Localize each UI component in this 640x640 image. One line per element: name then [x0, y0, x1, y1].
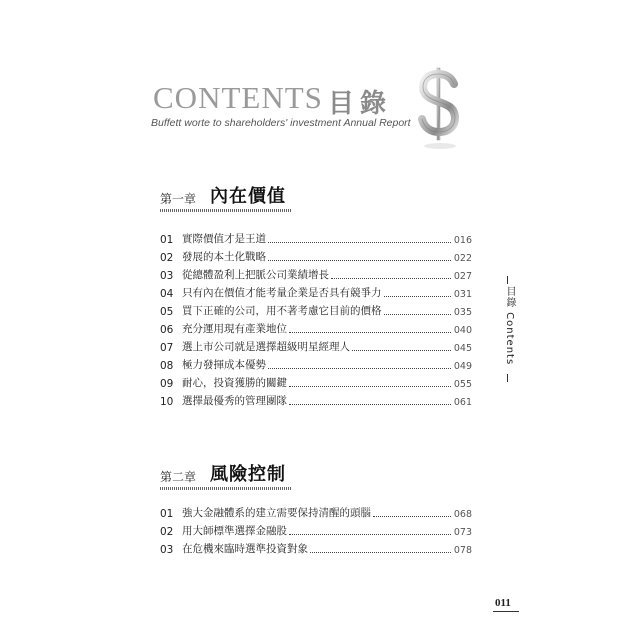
- toc-item-title: 充分運用現有產業地位: [182, 323, 287, 335]
- toc-item-number: 02: [160, 252, 174, 264]
- toc-item-number: 01: [160, 508, 174, 520]
- chapter-divider: [160, 487, 292, 490]
- toc-item-number: 04: [160, 288, 174, 300]
- toc-item[interactable]: [160, 504, 472, 520]
- leader-dots: [352, 349, 451, 351]
- toc-item-page: 068: [453, 509, 472, 520]
- toc-item-number: 06: [160, 324, 174, 336]
- toc-item-page: 061: [453, 397, 472, 408]
- toc-item-title: 只有內在價值才能考量企業是否具有競爭力: [182, 287, 382, 299]
- side-tab-bar-bottom: [507, 374, 508, 382]
- leader-dots: [268, 367, 451, 369]
- toc-item-number: 02: [160, 526, 174, 538]
- side-tab-label: 目錄 Contents: [504, 286, 515, 366]
- leader-dots: [268, 241, 451, 243]
- page-number: 011: [495, 597, 511, 609]
- toc-item[interactable]: [160, 302, 472, 318]
- toc-item[interactable]: [160, 522, 472, 538]
- toc-item-page: 022: [453, 253, 472, 264]
- toc-item-number: 09: [160, 378, 174, 390]
- toc-item-page: 055: [453, 379, 472, 390]
- toc-item-page: 045: [453, 343, 472, 354]
- leader-dots: [289, 403, 451, 405]
- leader-dots: [373, 515, 451, 517]
- toc-item-title: 耐心，投資獲勝的關鍵: [182, 377, 287, 389]
- toc-item-page: 035: [453, 307, 472, 318]
- toc-item-title: 選上市公司就是選擇超級明星經理人: [182, 341, 350, 353]
- toc-item-page: 031: [453, 289, 472, 300]
- page-number-rule: [493, 611, 519, 612]
- leader-dots: [289, 533, 451, 535]
- side-tab-bar-top: [507, 276, 508, 284]
- leader-dots: [331, 277, 451, 279]
- leader-dots: [384, 313, 451, 315]
- leader-dots: [289, 331, 451, 333]
- toc-item-number: 03: [160, 544, 174, 556]
- toc-item-title: 在危機來臨時選準投資對象: [182, 543, 308, 555]
- dollar-sign-icon: [418, 66, 462, 152]
- toc-item[interactable]: [160, 374, 472, 390]
- toc-item-title: 買下正確的公司，用不著考慮它目前的價格: [182, 305, 382, 317]
- chapter-divider: [160, 209, 292, 212]
- toc-item[interactable]: [160, 266, 472, 282]
- toc-item-page: 073: [453, 527, 472, 538]
- leader-dots: [289, 385, 451, 387]
- toc-item-number: 05: [160, 306, 174, 318]
- chapter-label: 第二章: [160, 470, 197, 484]
- toc-item[interactable]: [160, 338, 472, 354]
- toc-item-number: 08: [160, 360, 174, 372]
- chapter-title: 風險控制: [210, 464, 286, 485]
- toc-item-page: 027: [453, 271, 472, 282]
- toc-item-number: 10: [160, 396, 174, 408]
- toc-item[interactable]: [160, 248, 472, 264]
- toc-item-title: 發展的本土化戰略: [182, 251, 266, 263]
- toc-item-page: 049: [453, 361, 472, 372]
- toc-item-number: 07: [160, 342, 174, 354]
- toc-item-title: 用大師標準選擇金融股: [182, 525, 287, 537]
- leader-dots: [384, 295, 451, 297]
- toc-item-title: 選擇最優秀的管理團隊: [182, 395, 287, 407]
- toc-item[interactable]: [160, 356, 472, 372]
- toc-item[interactable]: [160, 284, 472, 300]
- toc-item[interactable]: [160, 320, 472, 336]
- contents-heading-cn: 目錄: [328, 89, 393, 119]
- leader-dots: [268, 259, 451, 261]
- toc-item-title: 極力發揮成本優勢: [182, 359, 266, 371]
- toc-item[interactable]: [160, 230, 472, 246]
- toc-item-page: 016: [453, 235, 472, 246]
- toc-item[interactable]: [160, 540, 472, 556]
- toc-item-number: 01: [160, 234, 174, 246]
- contents-heading-en: CONTENTS: [153, 80, 323, 115]
- chapter-title: 內在價值: [210, 186, 286, 207]
- toc-item-page: 078: [453, 545, 472, 556]
- toc-item[interactable]: [160, 392, 472, 408]
- side-section-tab: [499, 286, 517, 566]
- leader-dots: [310, 551, 451, 553]
- toc-item-title: 從總體盈利上把脈公司業績增長: [182, 269, 329, 281]
- header-subtitle: Buffett worte to shareholders' investment Annual Report: [151, 117, 411, 129]
- toc-item-title: 強大金融體系的建立需要保持清醒的頭腦: [182, 507, 371, 519]
- toc-item-number: 03: [160, 270, 174, 282]
- toc-item-title: 實際價值才是王道: [182, 233, 266, 245]
- chapter-label: 第一章: [160, 192, 197, 206]
- toc-item-page: 040: [453, 325, 472, 336]
